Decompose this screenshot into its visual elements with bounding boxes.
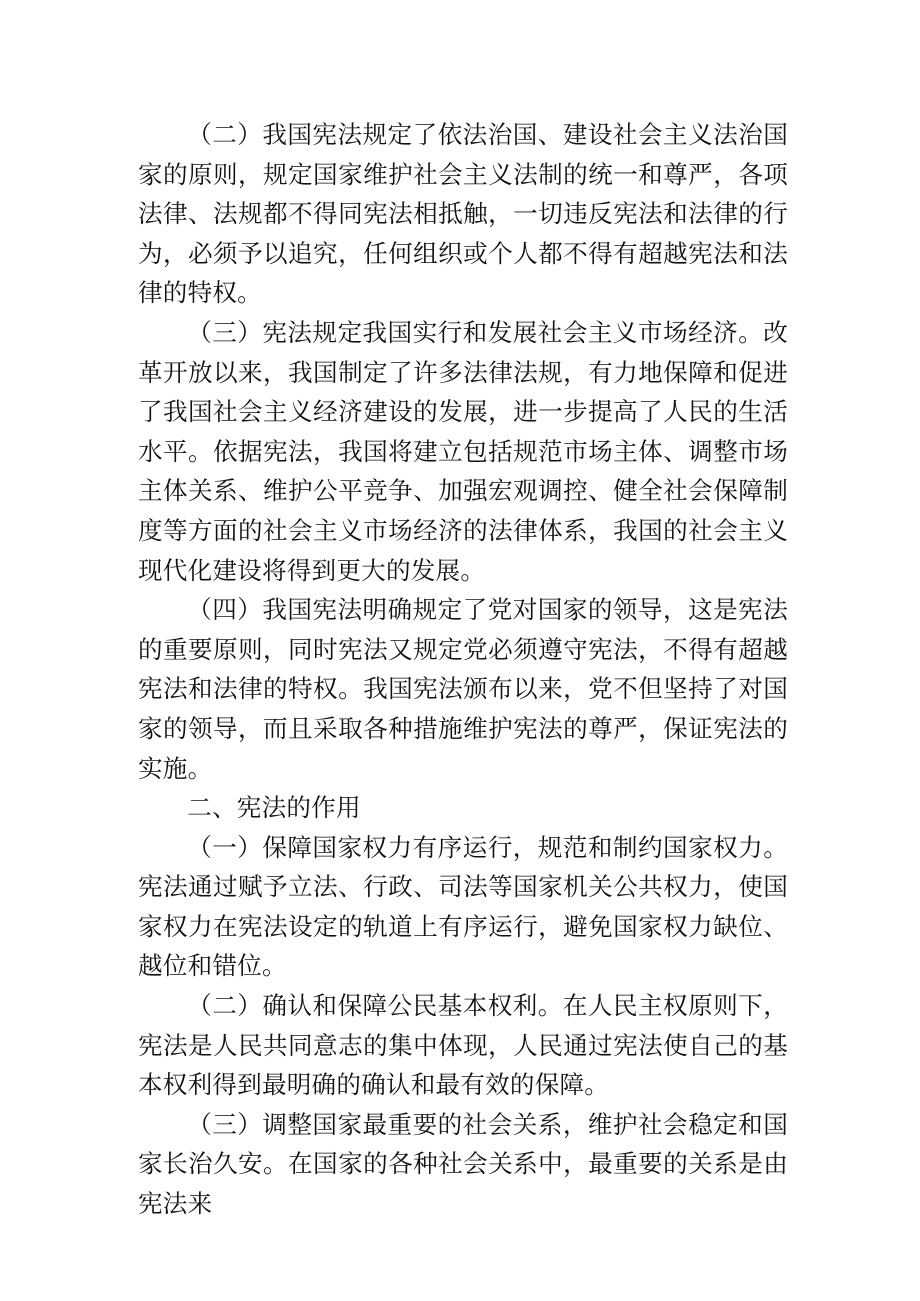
paragraph-citizen-rights: （二）确认和保障公民基本权利。在人民主权原则下，宪法是人民共同意志的集中体现，人民通过宪法使自己的基本权利得到最明确的确认和最有效的保障。 [138, 991, 788, 1100]
section-heading: 二、宪法的作用 [187, 793, 361, 823]
document-body [138, 115, 788, 1224]
paragraph-social-relations: （三）调整国家最重要的社会关系，维护社会稳定和国家长治久安。在国家的各种社会关系中，最重要的关系是由宪法来 [138, 1109, 788, 1219]
paragraph-party-leadership: （四）我国宪法明确规定了党对国家的领导，这是宪法的重要原则，同时宪法又规定党必须遵守宪法，不得有超越宪法和法律的特权。我国宪法颁布以来，党不但坚持了对国家的领导，而且采取各种措施维护宪法的尊严，保证宪法的实施。 [138, 595, 788, 783]
paragraph-rule-of-law: （二）我国宪法规定了依法治国、建设社会主义法治国家的原则，规定国家维护社会主义法制的统一和尊严，各项法律、法规都不得同宪法相抵触，一切违反宪法和法律的行为，必须予以追究，任何组织或个人都不得有超越宪法和法律的特权。 [138, 120, 788, 308]
paragraph-market-economy: （三）宪法规定我国实行和发展社会主义市场经济。改革开放以来，我国制定了许多法律法规，有力地保障和促进了我国社会主义经济建设的发展，进一步提高了人民的生活水平。依据宪法，我国将建立包括规范市场主体、调整市场主体关系、维护公平竞争、加强宏观调控、健全社会保障制度等方面的社会主义市场经济的法律体系，我国的社会主义现代化建设将得到更大的发展。 [138, 317, 788, 585]
paragraph-state-power: （一）保障国家权力有序运行，规范和制约国家权力。宪法通过赋予立法、行政、司法等国家机关公共权力，使国家权力在宪法设定的轨道上有序运行，避免国家权力缺位、越位和错位。 [138, 832, 788, 981]
